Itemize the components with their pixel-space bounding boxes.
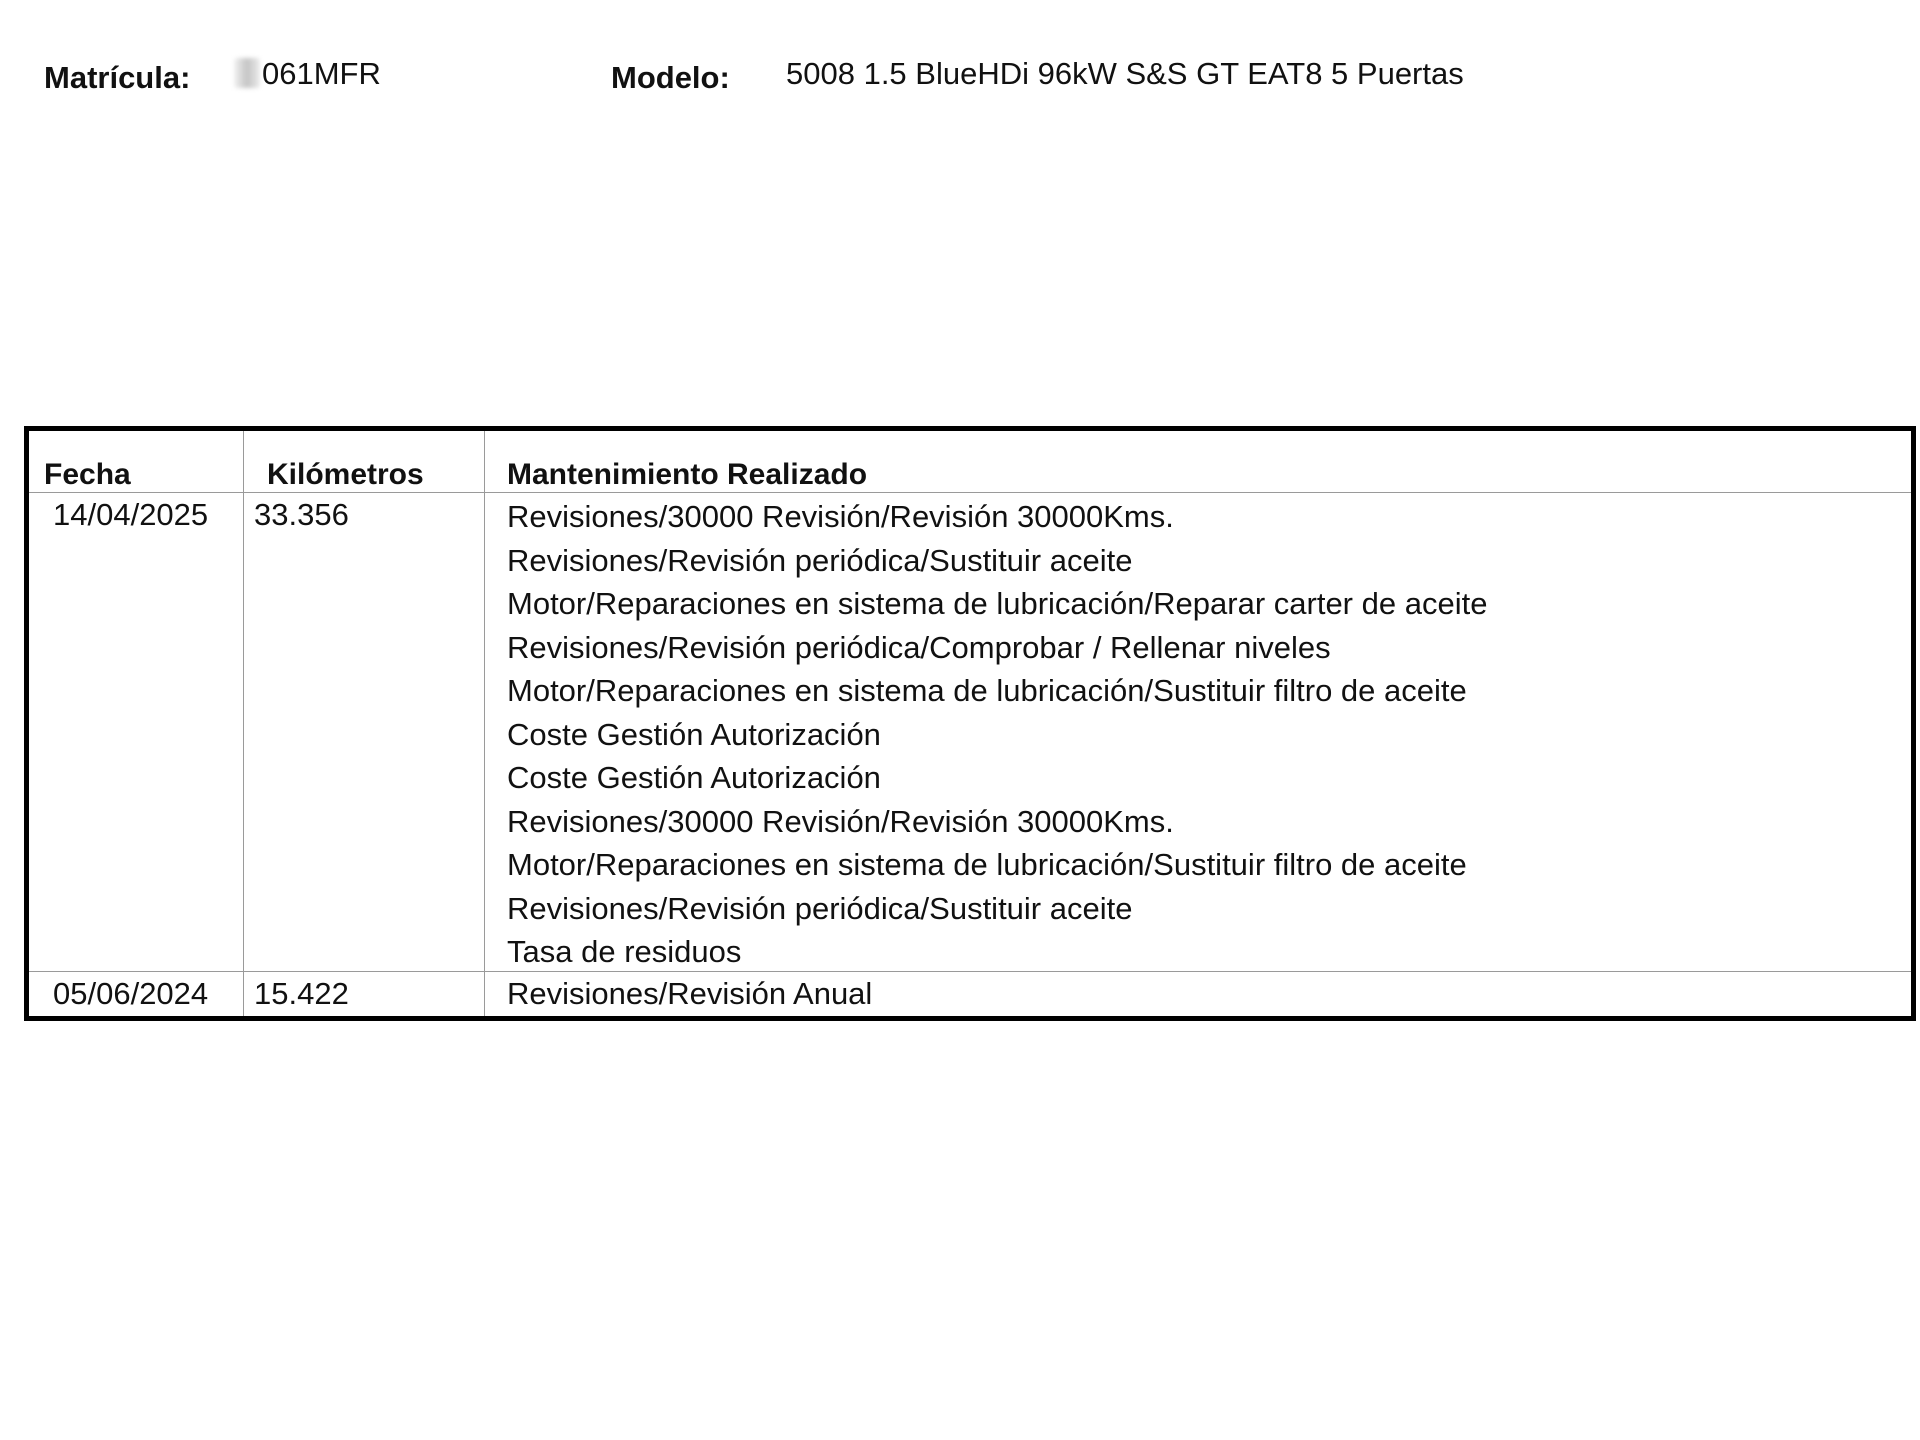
maintenance-item: Tasa de residuos <box>507 934 742 969</box>
header-fecha: Fecha <box>44 458 131 491</box>
maintenance-item: Revisiones/Revisión periódica/Sustituir aceite <box>507 542 1133 578</box>
maintenance-item: Revisiones/Revisión Anual <box>507 976 873 1011</box>
redacted-blur <box>234 58 260 88</box>
column-divider <box>484 431 485 1016</box>
model-value: 5008 1.5 BlueHDi 96kW S&S GT EAT8 5 Puertas <box>786 56 1464 91</box>
row-2-items <box>507 972 872 1016</box>
row-2-date: 05/06/2024 <box>53 976 209 1011</box>
maintenance-item: Motor/Reparaciones en sistema de lubricación/Reparar carter de aceite <box>507 586 1488 621</box>
maintenance-item: Coste Gestión Autorización <box>507 716 881 752</box>
maintenance-item: Revisiones/Revisión periódica/Comprobar / Rellenar niveles <box>507 629 1331 665</box>
header-kilometros: Kilómetros <box>267 458 424 491</box>
maintenance-item: Revisiones/30000 Revisión/Revisión 30000Kms. <box>507 499 1174 534</box>
header-mantenimiento: Mantenimiento Realizado <box>507 458 868 491</box>
maintenance-item: Revisiones/30000 Revisión/Revisión 30000Kms. <box>507 803 1174 839</box>
maintenance-table <box>24 426 1916 1021</box>
row-1-items <box>507 495 1487 974</box>
model-label: Modelo: <box>611 60 730 95</box>
row-2-km: 15.422 <box>254 976 349 1011</box>
plate-value-wrapper <box>234 56 381 92</box>
maintenance-item: Revisiones/Revisión periódica/Sustituir aceite <box>507 890 1133 926</box>
plate-value: 061MFR <box>262 56 381 91</box>
maintenance-item: Motor/Reparaciones en sistema de lubricación/Sustituir filtro de aceite <box>507 673 1467 708</box>
row-1-km: 33.356 <box>254 497 349 532</box>
maintenance-item: Motor/Reparaciones en sistema de lubricación/Sustituir filtro de aceite <box>507 847 1467 882</box>
column-divider <box>243 431 244 1016</box>
plate-label: Matrícula: <box>44 60 191 95</box>
maintenance-item: Coste Gestión Autorización <box>507 760 881 795</box>
row-1-date: 14/04/2025 <box>53 497 209 532</box>
